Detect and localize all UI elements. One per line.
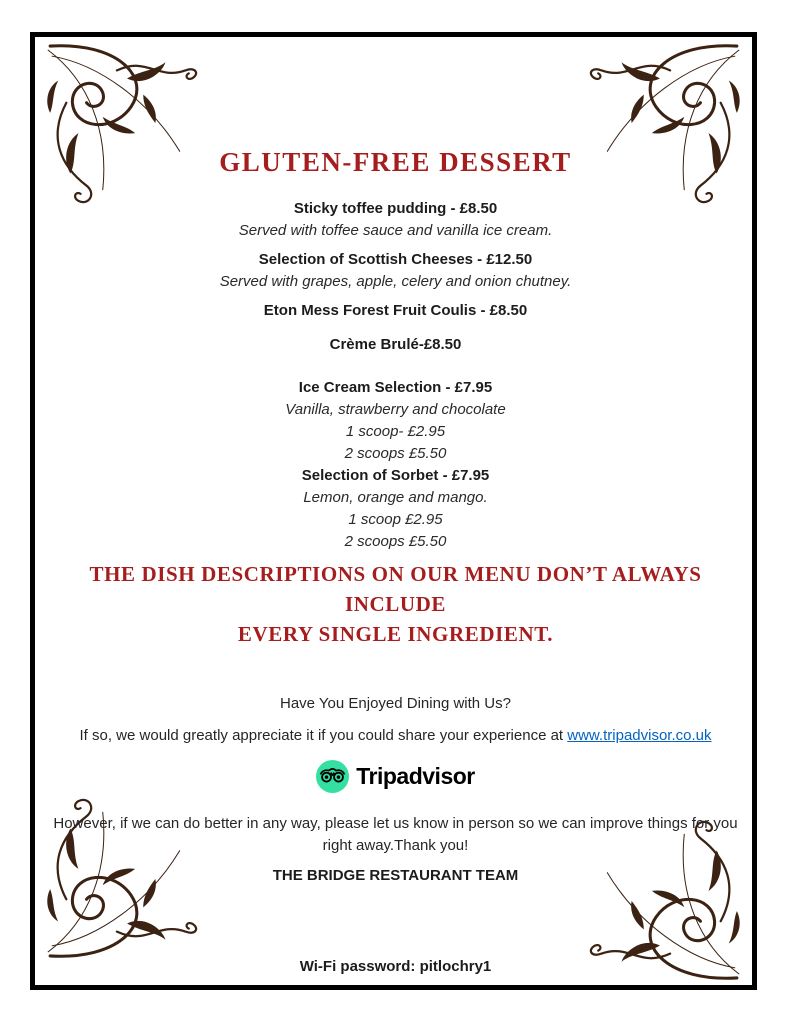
menu-item-price-option: 2 scoops £5.50 xyxy=(344,445,447,462)
tripadvisor-owl-icon xyxy=(316,760,349,793)
improvement-note-line2: right away.Thank you! xyxy=(322,837,469,854)
allergen-notice-line2: EVERY SINGLE INGREDIENT. xyxy=(237,622,554,646)
improvement-note xyxy=(40,813,751,857)
feedback-question: Have You Enjoyed Dining with Us? xyxy=(280,695,511,712)
menu-page xyxy=(40,0,751,990)
review-prompt-text: If so, we would greatly appreciate it if you could share your experience at xyxy=(79,727,568,744)
restaurant-team-signature: THE BRIDGE RESTAURANT TEAM xyxy=(272,867,519,884)
allergen-notice-line1: THE DISH DESCRIPTIONS ON OUR MENU DON’T ALWAYS INCLUDE xyxy=(89,562,702,616)
improvement-note-line1: However, if we can do better in any way, please let us know in person so we can improve things for you xyxy=(53,815,738,832)
menu-item-description: Served with toffee sauce and vanilla ice cream. xyxy=(238,222,553,239)
menu-item-name: Crème Brulé-£8.50 xyxy=(329,336,462,353)
menu-item-description: Lemon, orange and mango. xyxy=(303,489,488,506)
menu-item-name: Selection of Sorbet - £7.95 xyxy=(301,467,490,484)
tripadvisor-link[interactable]: www.tripadvisor.co.uk xyxy=(567,727,712,744)
allergen-notice xyxy=(40,559,751,649)
menu-item-name: Eton Mess Forest Fruit Coulis - £8.50 xyxy=(263,302,528,319)
page-title: GLUTEN-FREE DESSERT xyxy=(219,147,572,177)
menu-item-price-option: 2 scoops £5.50 xyxy=(344,533,447,550)
wifi-password: Wi-Fi password: pitlochry1 xyxy=(299,958,492,975)
menu-item-description: Served with grapes, apple, celery and onion chutney. xyxy=(219,273,572,290)
tripadvisor-logo xyxy=(40,759,751,793)
menu-item-name: Sticky toffee pudding - £8.50 xyxy=(293,200,498,217)
tripadvisor-wordmark: Tripadvisor xyxy=(356,762,475,789)
menu-item-price-option: 1 scoop £2.95 xyxy=(348,511,443,528)
menu-item-description: Vanilla, strawberry and chocolate xyxy=(285,401,506,418)
menu-item-price-option: 1 scoop- £2.95 xyxy=(345,423,446,440)
review-prompt xyxy=(40,727,751,744)
menu-item-name: Ice Cream Selection - £7.95 xyxy=(298,379,493,396)
menu-item-name: Selection of Scottish Cheeses - £12.50 xyxy=(258,251,533,268)
